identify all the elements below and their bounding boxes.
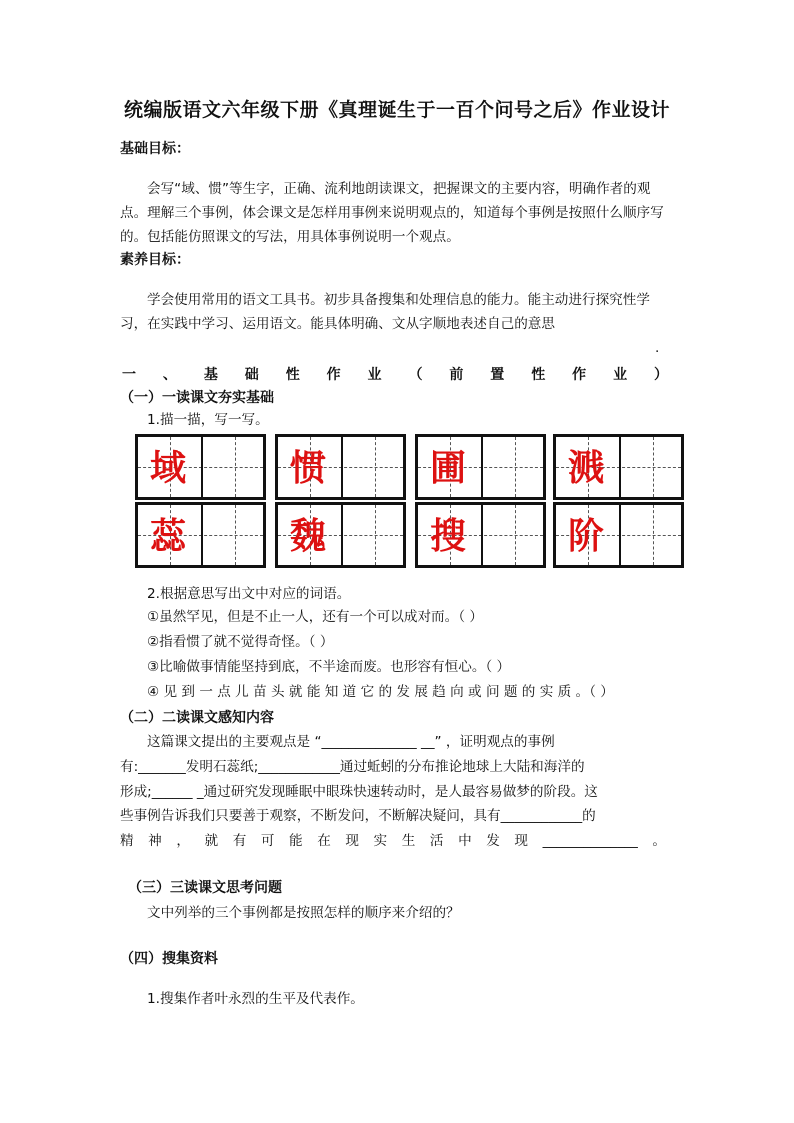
practice-character: 阶 xyxy=(568,515,605,557)
subsection4-heading: （四）搜集资料 xyxy=(120,951,218,967)
q2-item-1: ①虽然罕见，但是不止一人，还有一个可以成对而。（ ） xyxy=(147,609,483,625)
practice-character: 圃 xyxy=(430,447,467,489)
sub2-line-5-char: 就 xyxy=(204,833,219,849)
sub2-line-1: 这篇课文提出的主要观点是 “______________ __” ，证明观点的事例 xyxy=(147,734,555,750)
practice-character: 搜 xyxy=(430,515,467,557)
sub2-line-4: 些事例告诉我们只要善于观察，不断发问，不断解决疑问，具有____________的 xyxy=(120,808,596,824)
section1-heading-char: 作 xyxy=(326,367,341,383)
sub2-line-5-char: 可 xyxy=(260,833,275,849)
practice-cell xyxy=(275,434,406,500)
section1-heading-char: 基 xyxy=(203,367,218,383)
section1-heading xyxy=(122,364,668,384)
section1-heading-char: 业 xyxy=(613,367,628,383)
sub2-line-5-char: 发 xyxy=(486,833,500,849)
subsection2-heading: （二）二读课文感知内容 xyxy=(120,710,274,726)
period-mark: . xyxy=(655,340,660,356)
section1-heading-char: 一 xyxy=(122,367,136,383)
practice-character: 域 xyxy=(150,447,187,489)
section1-heading-char: 业 xyxy=(367,367,382,383)
sub2-line-5-char: ______________ xyxy=(542,833,638,849)
practice-character: 惯 xyxy=(290,447,327,489)
sub4-text: 1.搜集作者叶永烈的生平及代表作。 xyxy=(147,991,364,1007)
sub2-line-5-char: 中 xyxy=(458,833,472,849)
practice-cell xyxy=(135,434,266,500)
section1-heading-char: 性 xyxy=(531,367,546,383)
section1-heading-char: 前 xyxy=(449,367,464,383)
sub2-line-5-char: 在 xyxy=(317,833,331,849)
basic-goal-heading: 基础目标： xyxy=(120,141,190,157)
sub2-line-5-char: 实 xyxy=(373,833,388,849)
sub2-line-5-char: 精 xyxy=(120,833,134,849)
q2-item-2: ②指看惯了就不觉得奇怪。（ ） xyxy=(147,634,334,650)
literacy-goal-text: 学会使用常用的语文工具书。初步具备搜集和处理信息的能力。能主动进行探究性学习，在实践中学习、运用语文。能具体明确、文从字顺地表述自己的意思 xyxy=(120,292,650,332)
sub3-text: 文中列举的三个事例都是按照怎样的顺序来介绍的？ xyxy=(147,905,460,921)
sub2-line-5-char: 生 xyxy=(401,833,416,849)
sub2-line-5 xyxy=(120,829,666,853)
sub2-line-5-char: ， xyxy=(176,833,190,849)
basic-goal-text: 会写“域、惯”等生字，正确、流利地朗读课文，把握课文的主要内容，明确作者的观点。理解三个事例，体会课文是怎样用事例来说明观点的，知道每个事例是按照什么顺序写的。包括能仿照课文的写法，用具体事例说明一个观点。 xyxy=(120,181,664,245)
sub2-line-5-char: 现 xyxy=(345,833,359,849)
practice-cell xyxy=(135,502,266,568)
question2-text: 2.根据意思写出文中对应的词语。 xyxy=(147,586,351,602)
practice-character: 魏 xyxy=(290,515,327,557)
sub2-line-2: 有:_______发明石蕊纸;____________通过蚯蚓的分布推论地球上大陆和海洋的 xyxy=(120,759,585,775)
sub2-line-5-char: 能 xyxy=(289,833,303,849)
subsection1-heading: （一）一读课文夯实基础 xyxy=(120,390,274,406)
q2-item-3: ③比喻做事情能坚持到底，不半途而废。也形容有恒心。（ ） xyxy=(147,659,511,675)
practice-character: 蕊 xyxy=(150,515,187,557)
character-practice-grid xyxy=(135,432,685,572)
section1-heading-char: 础 xyxy=(244,367,259,383)
sub2-line-5-char: 。 xyxy=(652,833,666,849)
sub2-line-5-char: 现 xyxy=(514,833,528,849)
practice-cell xyxy=(415,502,546,568)
section1-heading-char: 置 xyxy=(490,367,505,383)
practice-character: 溅 xyxy=(568,447,605,489)
sub2-line-5-char: 神 xyxy=(148,833,162,849)
practice-cell xyxy=(415,434,546,500)
practice-cell xyxy=(553,502,684,568)
section1-heading-char: 性 xyxy=(285,367,300,383)
section1-heading-char: ） xyxy=(653,367,668,383)
subsection3-heading: （三）三读课文思考问题 xyxy=(128,880,282,896)
section1-heading-char: （ xyxy=(408,367,423,383)
q2-item-4: ④ 见 到 一 点 儿 苗 头 就 能 知 道 它 的 发 展 趋 向 或 问 题 的 实 质 。（ ） xyxy=(147,684,614,700)
practice-cell xyxy=(553,434,684,500)
sub2-line-3: 形成;______ _通过研究发现睡眠中眼珠快速转动时，是人最容易做梦的阶段。这 xyxy=(120,784,598,800)
section1-heading-char: 作 xyxy=(572,367,587,383)
sub2-line-5-char: 活 xyxy=(429,833,444,849)
literacy-goal-heading: 素养目标： xyxy=(120,252,190,268)
practice-cell xyxy=(275,502,406,568)
question1-text: 1.描一描，写一写。 xyxy=(147,412,269,428)
page-title: 统编版语文六年级下册《真理诞生于一百个问号之后》作业设计 xyxy=(123,99,670,121)
sub2-line-5-char: 有 xyxy=(232,833,247,849)
section1-heading-char: 、 xyxy=(162,367,177,383)
